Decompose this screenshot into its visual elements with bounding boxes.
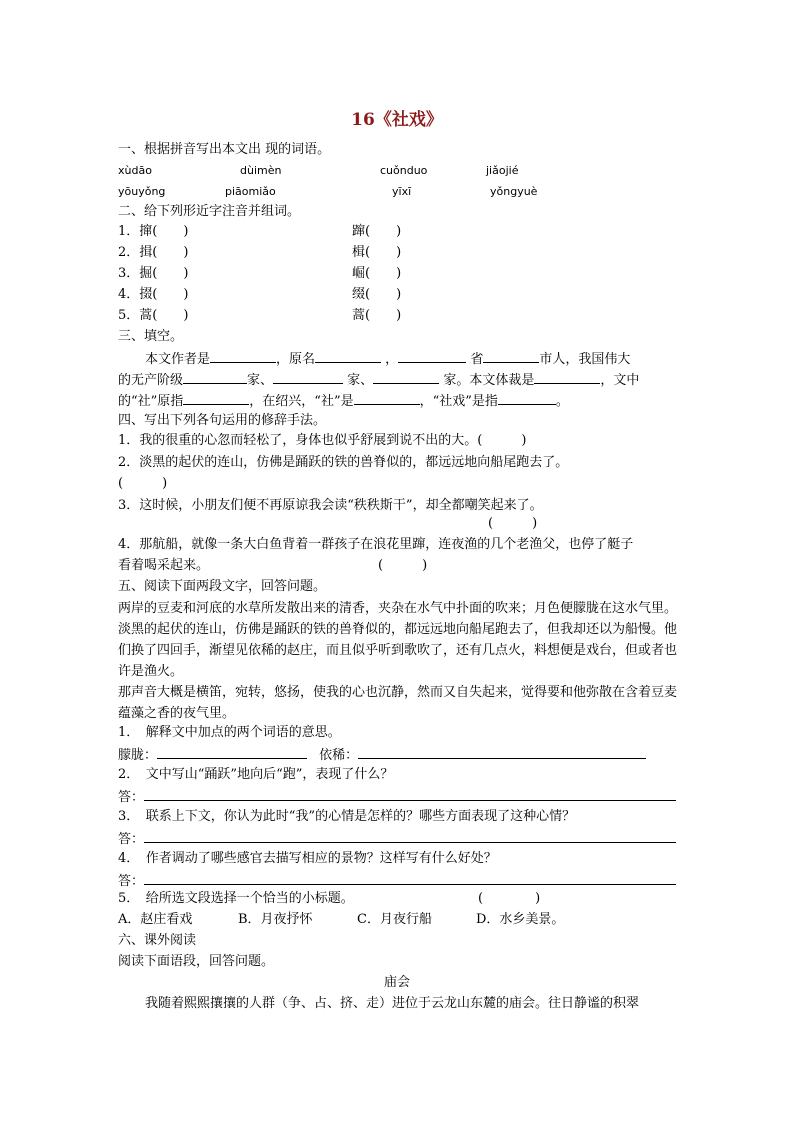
blank[interactable] xyxy=(273,369,343,384)
reading-paragraph-1: 两岸的豆麦和河底的水草所发散出来的清香，夹杂在水气中扑面的吹来；月色便朦胧在这水气里。淡黑的起伏的连山，仿佛是踊跃的铁的兽脊似的，都远远地向船尾跑去了，但我却还以为船慢。他们换了四回手，渐望见依稀的赵庄，而且似乎听到歌吹了，还有几点火，料想便是戏台，但或者也许是渔火。 xyxy=(118,601,678,679)
fill-text: 市人，我国伟大 xyxy=(539,352,631,367)
blank[interactable] xyxy=(210,348,276,363)
rhetoric-q2: 2．淡黑的起伏的连山，仿佛是踊跃的铁的兽脊似的，都远远地向船尾跑去了。 xyxy=(118,455,569,470)
option-a[interactable]: A．赵庄看戏 xyxy=(118,912,193,927)
reading-q2: 2． 文中写山“踊跃”地向后“跑”，表现了什么？ xyxy=(118,767,394,782)
option-c[interactable]: C．月夜行船 xyxy=(357,912,432,927)
pinyin-5: yōuyǒng xyxy=(118,185,166,198)
fill-text: 。 xyxy=(555,394,569,409)
section2-heading: 二、给下列形近字注音并组词。 xyxy=(118,204,301,219)
reading-q5: 5． 给所选文段选择一个恰当的小标题。 xyxy=(118,891,354,906)
answer-label: 答： xyxy=(118,874,145,889)
fill-text: 家、 xyxy=(347,373,374,388)
fill-text: 家、 xyxy=(247,373,274,388)
char-left-1: 1．撺( ) xyxy=(118,224,189,239)
option-d[interactable]: D．水乡美景。 xyxy=(476,912,565,927)
answer-label: 答： xyxy=(118,832,145,847)
fill-text: 本文作者是 xyxy=(145,352,211,367)
char-right-2: 楫( ) xyxy=(352,245,402,260)
fill-line-1 xyxy=(145,348,630,370)
answer-line[interactable] xyxy=(144,828,676,843)
fill-text: ，原名 xyxy=(276,352,316,367)
rhetoric-q4: 4．那航船，就像一条大白鱼背着一群孩子在浪花里蹿，连夜渔的几个老渔父，也停了艇子 xyxy=(118,537,634,552)
rhetoric-q2-paren[interactable]: ( ) xyxy=(118,476,168,491)
char-right-4: 缀( ) xyxy=(352,287,402,302)
fill-line-2 xyxy=(118,369,639,391)
reading-q3: 3． 联系上下文，你认为此时“我”的心情是怎样的？哪些方面表现了这种心情？ xyxy=(118,809,576,824)
blank[interactable] xyxy=(183,369,247,384)
char-left-5: 5．蒿( ) xyxy=(118,308,189,323)
blank[interactable] xyxy=(483,348,539,363)
reading-q1: 1． 解释文中加点的两个词语的意思。 xyxy=(118,725,341,740)
word-label: 朦胧： xyxy=(118,748,158,763)
answer-label: 答： xyxy=(118,790,145,805)
fill-text: ，在绍兴，“社”是 xyxy=(249,394,354,409)
rhetoric-q4-paren[interactable]: ( ) xyxy=(378,558,428,573)
option-b[interactable]: B．月夜抒怀 xyxy=(238,912,313,927)
fill-text: 的“社”原指 xyxy=(118,394,184,409)
fill-text: 省 xyxy=(470,352,484,367)
blank[interactable] xyxy=(183,390,249,405)
section3-heading: 三、填空。 xyxy=(118,329,184,344)
section1-heading: 一、根据拼音写出本文出 现的词语。 xyxy=(118,142,331,157)
reading-paragraph-2: 那声音大概是横笛，宛转，悠扬，使我的心也沉静，然而又自失起来，觉得要和他弥散在含着豆麦蕴藻之香的夜气里。 xyxy=(118,685,678,721)
char-left-4: 4．掇( ) xyxy=(118,287,189,302)
pinyin-4: jiǎojié xyxy=(486,164,519,177)
passage-first-line: 我随着熙熙攘攘的人群（争、占、挤、走）进位于云龙山东麓的庙会。往日静谧的积翠 xyxy=(145,996,640,1011)
pinyin-2: dùimèn xyxy=(240,164,282,177)
page-title: 16《社戏》 xyxy=(351,110,443,130)
blank[interactable] xyxy=(534,369,600,384)
blank[interactable] xyxy=(498,390,556,405)
section4-heading: 四、写出下列各句运用的修辞手法。 xyxy=(118,413,327,428)
rhetoric-q3: 3．这时候，小朋友们便不再原谅我会读“秩秩斯干”，却全都嘲笑起来了。 xyxy=(118,498,543,513)
reading-q1-words xyxy=(118,744,646,766)
answer-line[interactable] xyxy=(157,744,307,759)
pinyin-1: xùdāo xyxy=(118,164,152,177)
rhetoric-q3-paren[interactable]: ( ) xyxy=(488,516,538,531)
pinyin-8: yǒngyuè xyxy=(490,185,538,198)
char-right-5: 蒿( ) xyxy=(352,308,402,323)
reading-q5-paren[interactable]: ( ) xyxy=(478,891,541,906)
section5-heading: 五、阅读下面两段文字，回答问题。 xyxy=(118,579,327,594)
fill-text: 家。本文体裁是 xyxy=(443,373,535,388)
fill-text: ， xyxy=(385,352,399,367)
blank[interactable] xyxy=(398,348,466,363)
fill-line-3 xyxy=(118,390,569,412)
pinyin-7: yīxī xyxy=(392,185,412,198)
reading-q3-answer xyxy=(118,828,676,850)
answer-line[interactable] xyxy=(144,870,676,885)
rhetoric-q1: 1．我的很重的心忽而轻松了，身体也似乎舒展到说不出的大。( ) xyxy=(118,433,527,448)
fill-text: 的无产阶级 xyxy=(118,373,184,388)
pinyin-3: cuǒnduo xyxy=(380,164,428,177)
fill-text: ，“社戏”是指 xyxy=(419,394,498,409)
reading-q4: 4． 作者调动了哪些感官去描写相应的景物？这样写有什么好处？ xyxy=(118,851,497,866)
section6-instruction: 阅读下面语段，回答问题。 xyxy=(118,954,275,969)
answer-line[interactable] xyxy=(358,744,646,759)
blank[interactable] xyxy=(315,348,381,363)
reading-q2-answer xyxy=(118,786,676,808)
word-label: 依稀： xyxy=(319,748,359,763)
section6-heading: 六、课外阅读 xyxy=(118,933,197,948)
fill-text: ，文中 xyxy=(600,373,640,388)
char-right-1: 蹿( ) xyxy=(352,224,402,239)
char-left-3: 3．掘( ) xyxy=(118,266,189,281)
blank[interactable] xyxy=(373,369,439,384)
blank[interactable] xyxy=(354,390,420,405)
char-right-3: 崛( ) xyxy=(352,266,402,281)
passage-title: 庙会 xyxy=(383,975,410,990)
rhetoric-q4-cont: 看着喝采起来。 xyxy=(118,558,210,573)
char-left-2: 2．揖( ) xyxy=(118,245,189,260)
pinyin-6: piāomiǎo xyxy=(225,185,276,198)
answer-line[interactable] xyxy=(144,786,676,801)
